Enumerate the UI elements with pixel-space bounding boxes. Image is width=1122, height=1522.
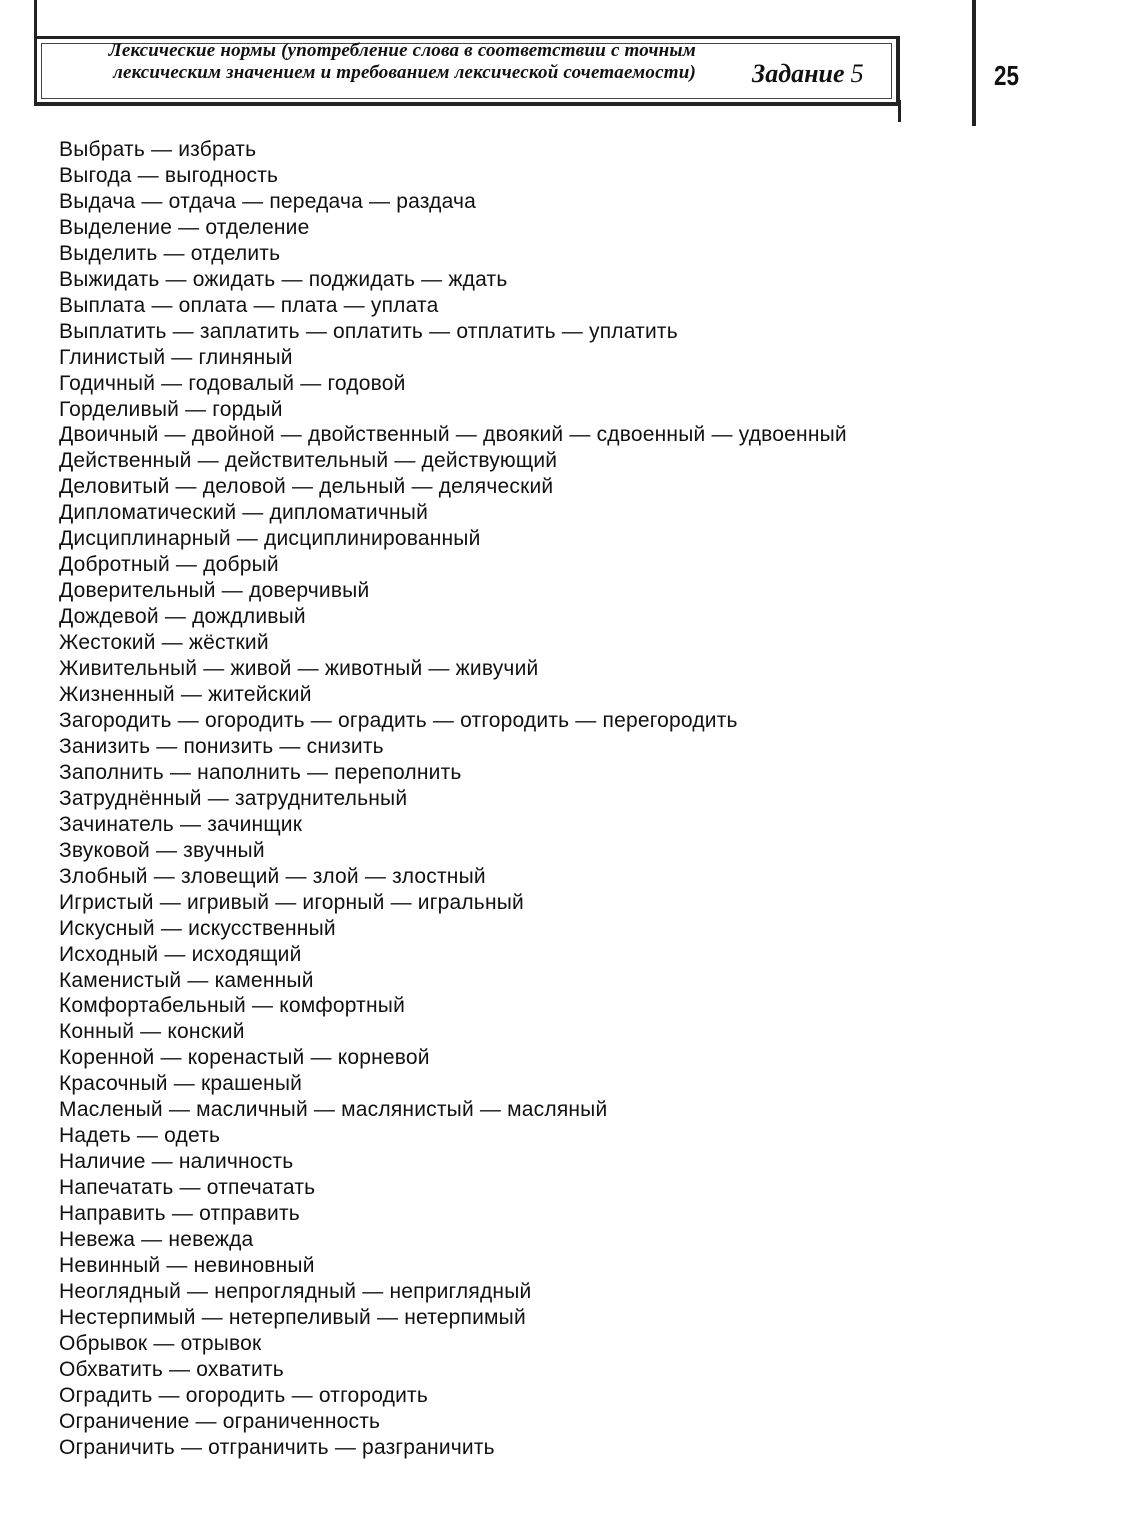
list-item: Выделить — отделить — [59, 241, 281, 265]
list-item: Выплатить — заплатить — оплатить — отплатить — уплатить — [59, 319, 678, 343]
list-item: Заполнить — наполнить — переполнить — [59, 760, 462, 784]
list-item: Направить — отправить — [59, 1202, 300, 1226]
list-item: Неоглядный — непроглядный — неприглядный — [59, 1279, 532, 1303]
list-item: Горделивый — гордый — [59, 397, 283, 421]
list-item: Нестерпимый — нетерпеливый — нетерпимый — [59, 1305, 526, 1329]
list-item: Комфортабельный — комфортный — [59, 994, 405, 1018]
right-border-rule — [972, 0, 976, 126]
list-item: Глинистый — глиняный — [59, 345, 293, 369]
list-item: Деловитый — деловой — дельный — деляческий — [59, 475, 554, 499]
list-item: Дисциплинарный — дисциплинированный — [59, 527, 481, 551]
list-item: Злобный — зловещий — злой — злостный — [59, 864, 486, 888]
list-item: Исходный — исходящий — [59, 942, 302, 966]
list-item: Каменистый — каменный — [59, 968, 314, 992]
list-item: Живительный — живой — животный — живучий — [59, 657, 539, 681]
list-item: Коренной — коренастый — корневой — [59, 1046, 430, 1070]
list-item: Дипломатический — дипломатичный — [59, 501, 429, 525]
list-item: Выдача — отдача — передача — раздача — [59, 189, 477, 213]
task-number: 5 — [850, 59, 864, 88]
list-item: Доверительный — доверчивый — [59, 579, 370, 603]
list-item: Искусный — искусственный — [59, 916, 336, 940]
list-item: Конный — конский — [59, 1020, 245, 1044]
list-item: Надеть — одеть — [59, 1124, 221, 1148]
list-item: Выгода — выгодность — [59, 163, 279, 187]
list-item: Ограничить — отграничить — разграничить — [59, 1435, 495, 1459]
list-item: Невежа — невежда — [59, 1228, 254, 1252]
section-title: Лексические нормы (употребление слова в соответствии с точным лексическим значением и требованием лексической сочетаемости) — [108, 40, 696, 83]
list-item: Обрывок — отрывок — [59, 1331, 262, 1355]
list-item: Выбрать — избрать — [59, 138, 257, 161]
list-item: Действенный — действительный — действующий — [59, 449, 558, 473]
list-item: Обхватить — охватить — [59, 1357, 284, 1381]
list-item: Напечатать — отпечатать — [59, 1176, 316, 1200]
list-item: Ограничение — ограниченность — [59, 1409, 381, 1433]
list-item: Красочный — крашеный — [59, 1072, 303, 1096]
list-item: Игристый — игривый — игорный — игральный — [59, 890, 524, 914]
list-item: Выделение — отделение — [59, 215, 310, 239]
list-item: Добротный — добрый — [59, 553, 279, 577]
list-item: Наличие — наличность — [59, 1150, 294, 1174]
list-item: Жизненный — житейский — [59, 683, 312, 707]
task-label — [752, 58, 864, 90]
list-item: Загородить — огородить — оградить — отгородить — перегородить — [59, 708, 738, 732]
list-item: Зачинатель — зачинщик — [59, 812, 303, 836]
list-item: Двоичный — двойной — двойственный — двоякий — сдвоенный — удвоенный — [59, 423, 847, 447]
list-item: Затруднённый — затруднительный — [59, 786, 408, 810]
page-number: 25 — [994, 60, 1019, 91]
header-box-stub — [898, 100, 901, 122]
list-item: Дождевой — дождливый — [59, 605, 306, 629]
list-item: Жестокий — жёсткий — [59, 631, 269, 655]
list-item: Оградить — огородить — отгородить — [59, 1383, 428, 1407]
task-label-text: Задание — [752, 59, 845, 88]
list-item: Годичный — годовалый — годовой — [59, 371, 406, 395]
list-item: Занизить — понизить — снизить — [59, 734, 384, 758]
left-border-rule — [34, 0, 37, 40]
paronym-list — [59, 137, 847, 1461]
list-item: Звуковой — звучный — [59, 838, 265, 862]
list-item: Выжидать — ожидать — поджидать — ждать — [59, 267, 508, 291]
list-item: Масленый — масличный — маслянистый — масляный — [59, 1098, 608, 1122]
list-item: Выплата — оплата — плата — уплата — [59, 293, 439, 317]
list-item: Невинный — невиновный — [59, 1253, 315, 1277]
